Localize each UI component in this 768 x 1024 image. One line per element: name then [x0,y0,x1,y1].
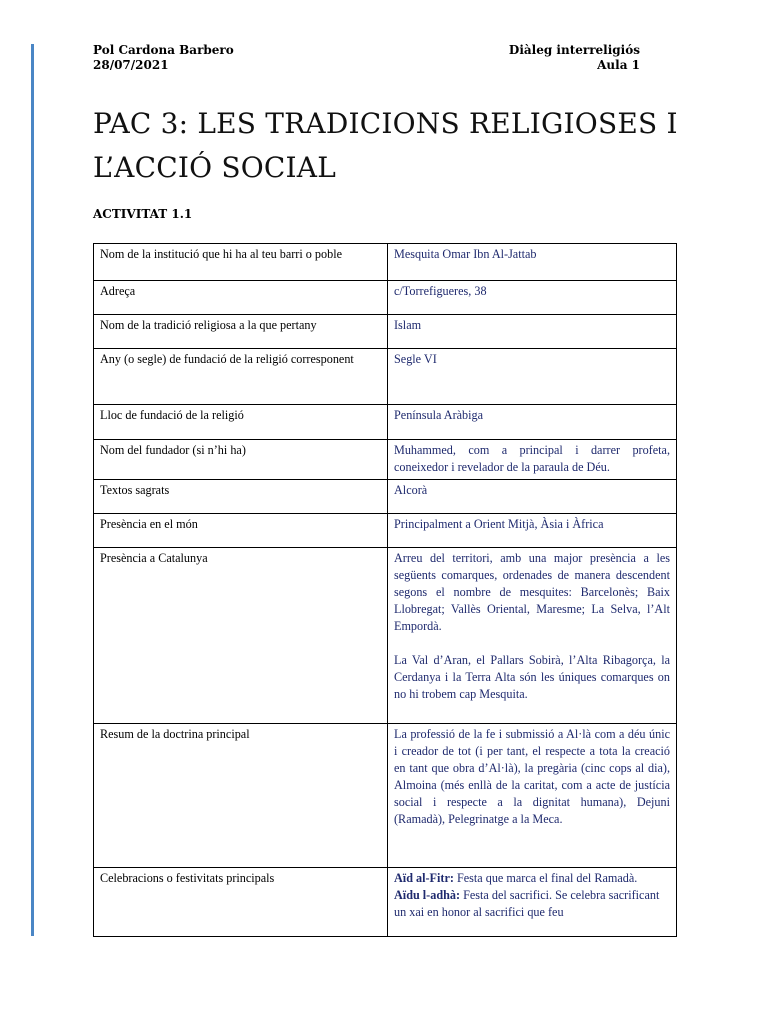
row-label: Presència en el món [94,514,388,548]
activity-table [93,243,677,937]
row-value: Muhammed, com a principal i darrer profeta, coneixedor i revelador de la paraula de Déu. [388,440,677,480]
margin-rule [31,44,34,936]
festivity-item [394,870,670,887]
group-name: Aula 1 [597,58,640,72]
header-right [509,43,640,73]
value-paragraph: Arreu del territori, amb una major presència a les següents comarques, ordenades de manera descendent segons el nombre de mesquites: Barcelonès; Baix Llobregat; Vallès Oriental, Maresme; La Selva, l’Alt Empordà. [394,551,670,633]
row-value: c/Torrefigueres, 38 [388,281,677,315]
table-row [94,405,677,440]
table-row [94,281,677,315]
row-label: Resum de la doctrina principal [94,724,388,868]
row-value: La professió de la fe i submissió a Al·là com a déu únic i creador de tot (i per tant, el respecte a tota la creació en tant que obra d’Al·là), la pregària (cinc cops al dia), Almoina (més enllà de la caritat, com a acte de justícia social i respecte a la dignitat humana), Dejuni (Ramadà), Pelegrinatge a la Meca. [388,724,677,868]
festivity-description: Festa del sacrifici. Se celebra sacrificant un xai en honor al sacrifici que feu [394,888,660,919]
section-title: ACTIVITAT 1.1 [93,207,193,221]
row-value: Segle VI [388,349,677,405]
row-label: Nom de la tradició religiosa a la que pertany [94,315,388,349]
table-row [94,868,677,937]
title-line-1: PAC 3: LES TRADICIONS RELIGIOSES I [93,107,678,140]
table-row [94,514,677,548]
table-row [94,724,677,868]
row-value: Principalment a Orient Mitjà, Àsia i Àfrica [388,514,677,548]
festivity-item [394,887,670,921]
course-name: Diàleg interreligiós [508,43,640,57]
document-date: 28/07/2021 [93,58,169,72]
row-label: Any (o segle) de fundació de la religió corresponent [94,349,388,405]
row-label: Lloc de fundació de la religió [94,405,388,440]
title-line-2: L’ACCIÓ SOCIAL [93,151,337,184]
table-row [94,548,677,724]
header-left [93,43,234,73]
row-value: Alcorà [388,480,677,514]
table-row [94,315,677,349]
row-value [388,868,677,937]
row-label: Celebracions o festivitats principals [94,868,388,937]
table-row [94,349,677,405]
row-label: Textos sagrats [94,480,388,514]
row-value: Islam [388,315,677,349]
row-label: Adreça [94,281,388,315]
table-row [94,480,677,514]
page-title [93,102,678,190]
festivity-name: Aïdu l-adhà: [394,888,461,902]
value-paragraph: La Val d’Aran, el Pallars Sobirà, l’Alta Ribagorça, la Cerdanya i la Terra Alta són les úniques comarques on no hi trobem cap Mesquita. [394,653,670,701]
row-label: Presència a Catalunya [94,548,388,724]
row-value [388,548,677,724]
row-label: Nom del fundador (si n’hi ha) [94,440,388,480]
table-row [94,440,677,480]
row-label: Nom de la institució que hi ha al teu barri o poble [94,244,388,281]
festivity-description: Festa que marca el final del Ramadà. [456,871,638,885]
row-value: Mesquita Omar Ibn Al-Jattab [388,244,677,281]
row-value: Península Aràbiga [388,405,677,440]
author-name: Pol Cardona Barbero [93,43,234,57]
table-row [94,244,677,281]
festivity-name: Aïd al-Fitr: [394,871,454,885]
